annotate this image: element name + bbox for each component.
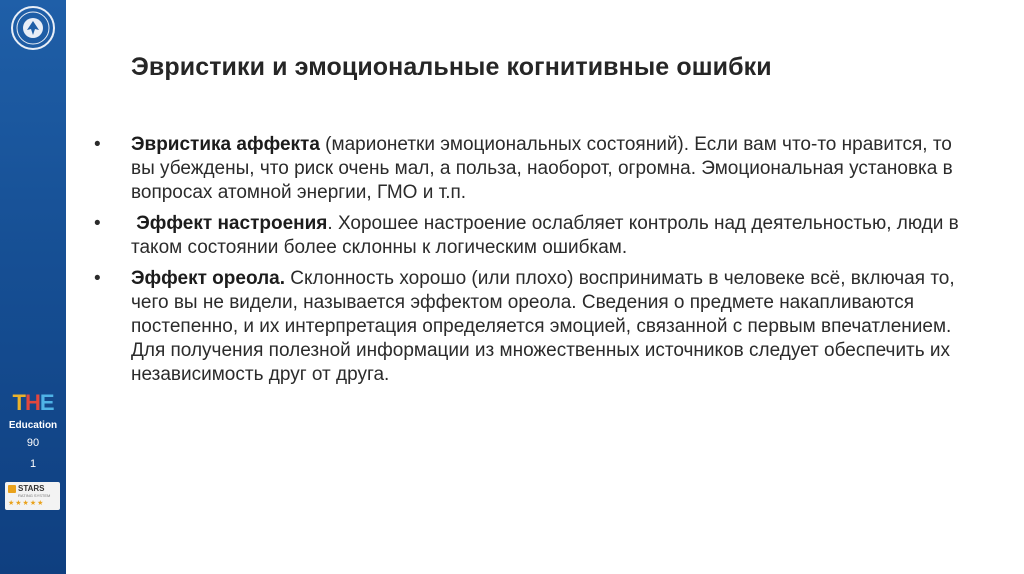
bullet-icon: • — [94, 213, 101, 234]
bullet-term: Эффект ореола. — [131, 268, 286, 289]
ranking-value-primary: 90 — [26, 437, 40, 449]
bullet-item-halo-effect — [90, 267, 970, 387]
the-logo-letter-h: H — [24, 390, 40, 415]
stars-badge-title — [8, 484, 57, 493]
bullet-term: Эффект настроения — [136, 213, 328, 234]
bullet-text: (марионетки эмоциональных состояний). Если вам что-то нравится, то вы убеждены, что риск очень мал, а польза, наоборот, огромна. Эмоциональная установка в вопросах атомной энергии, ГМО и т.п. — [131, 134, 953, 203]
bullet-icon: • — [94, 134, 101, 155]
the-logo-letter-e: E — [39, 390, 54, 415]
the-logo-letter-t: T — [12, 390, 25, 415]
slide-title: Эвристики и эмоциональные когнитивные ошибки — [131, 53, 772, 81]
the-ranking-logo — [12, 385, 54, 421]
the-logo-caption: Education — [8, 420, 58, 431]
ranking-value-secondary: 1 — [29, 458, 37, 470]
stars-logo-icon — [8, 485, 16, 493]
bullet-icon: • — [94, 268, 101, 289]
sidebar-brand-strip — [0, 0, 66, 574]
stars-rating-badge — [5, 482, 60, 510]
bullet-term: Эвристика аффекта — [131, 134, 320, 155]
university-seal-logo — [11, 6, 55, 50]
bullet-item-mood-effect — [90, 212, 970, 260]
bullet-text: Склонность хорошо (или плохо) воспринимать в человеке всё, включая то, чего вы не видели, называется эффектом ореола. Сведения о предмете накапливаются постепенно, и их интерпретация определяется эмоцией, связанной с первым впечатлением. Для получения полезной информации из множественных источников следует обеспечить их независимость друг от друга. — [131, 268, 955, 385]
stars-badge-title-text: STARS — [18, 484, 45, 493]
stars-badge-subtitle: RATING SYSTEM — [18, 493, 51, 498]
seal-emblem-icon — [13, 8, 53, 48]
bullet-text: . Хорошее настроение ослабляет контроль над деятельностью, люди в таком состоянии более склонны к логическим ошибкам. — [131, 213, 959, 258]
bullet-list — [90, 133, 970, 394]
bullet-item-affect-heuristic — [90, 133, 970, 205]
stars-rating-row: ★★★★★ — [8, 500, 45, 507]
